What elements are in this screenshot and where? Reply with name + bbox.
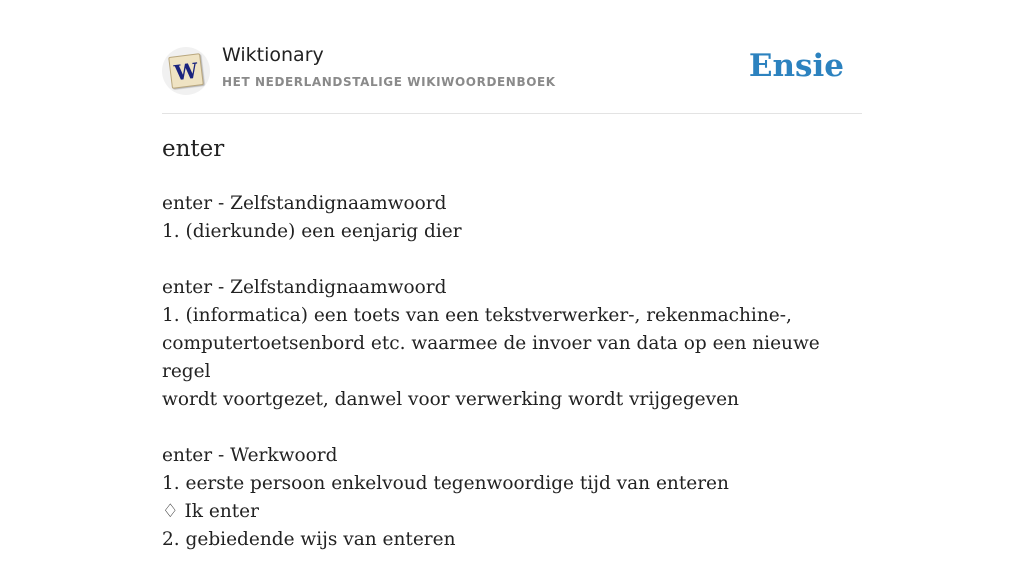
header (162, 0, 862, 114)
site-subtitle: HET NEDERLANDSTALIGE WIKIWOORDENBOEK (222, 75, 556, 89)
site-title[interactable]: Wiktionary (222, 44, 324, 66)
content-container (162, 0, 862, 550)
example-line: ♢ Ik enter (162, 501, 259, 522)
logo-tile (168, 53, 204, 89)
page-title: enter (162, 136, 225, 162)
definition-line: 1. (informatica) een toets van een tekstverwerker-, rekenmachine-, (162, 305, 792, 326)
definition-line: computertoetsenbord etc. waarmee de invoer van data op een nieuwe regel (162, 333, 820, 382)
definition-line: 1. eerste persoon enkelvoud tegenwoordige tijd van enteren (162, 473, 729, 494)
definition-list (162, 190, 862, 582)
entry-heading: enter - Werkwoord (162, 445, 338, 466)
logo-letter: W (172, 57, 200, 85)
ensie-brand-link[interactable]: Ensie (748, 48, 844, 84)
definition-line: 2. gebiedende wijs van enteren (162, 529, 456, 550)
definition-entry (162, 442, 862, 554)
definition-entry (162, 190, 862, 246)
entry-heading: enter - Zelfstandignaamwoord (162, 193, 447, 214)
definition-line: 1. (dierkunde) een eenjarig dier (162, 221, 462, 242)
wiktionary-logo-icon[interactable] (162, 47, 210, 95)
definition-line: wordt voortgezet, danwel voor verwerking wordt vrijgegeven (162, 389, 739, 410)
definition-entry (162, 274, 862, 414)
entry-heading: enter - Zelfstandignaamwoord (162, 277, 447, 298)
